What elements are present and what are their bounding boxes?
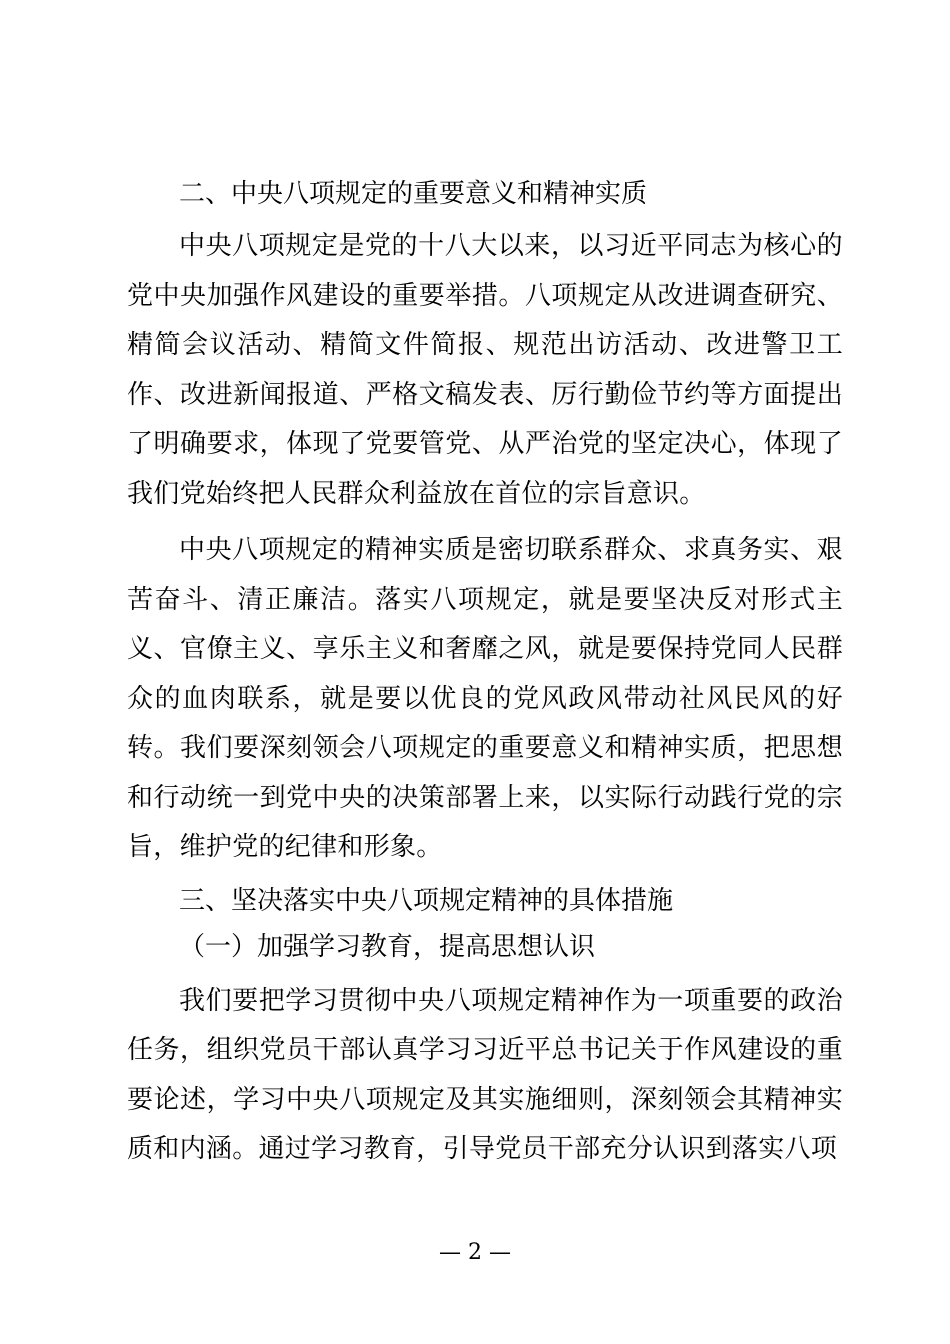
section3-heading: 三、坚决落实中央八项规定精神的具体措施 — [179, 885, 674, 916]
subsection1-heading: （一）加强学习教育，提高思想认识 — [179, 931, 596, 962]
section2-paragraph-2: 中央八项规定的精神实质是密切联系群众、求真务实、艰苦奋斗、清正廉洁。落实八项规定，就是要坚决反对形式主义、官僚主义、享乐主义和奢靡之风，就是要保持党同人民群众的血肉联系，就是要以优良的党风政风带动社风民风的好转。我们要深刻领会八项规定的重要意义和精神实质，把思想和行动统一到党中央的决策部署上来，以实际行动践行党的宗旨，维护党的纪律和形象。 — [127, 535, 843, 862]
document-body — [127, 178, 843, 1175]
section2-paragraph-1: 中央八项规定是党的十八大以来，以习近平同志为核心的党中央加强作风建设的重要举措。八项规定从改进调查研究、精简会议活动、精简文件简报、规范出访活动、改进警卫工作、改进新闻报道、严格文稿发表、厉行勤俭节约等方面提出了明确要求，体现了党要管党、从严治党的坚定决心，体现了我们党始终把人民群众利益放在首位的宗旨意识。 — [127, 231, 843, 509]
section2-heading: 二、中央八项规定的重要意义和精神实质 — [179, 179, 648, 209]
subsection1-paragraph: 我们要把学习贯彻中央八项规定精神作为一项重要的政治任务，组织党员干部认真学习习近平总书记关于作风建设的重要论述，学习中央八项规定及其实施细则，深刻领会其精神实质和内涵。通过学习教育，引导党员干部充分认识到落实八项 — [127, 985, 843, 1164]
page-number: — 2 — — [439, 1240, 511, 1265]
